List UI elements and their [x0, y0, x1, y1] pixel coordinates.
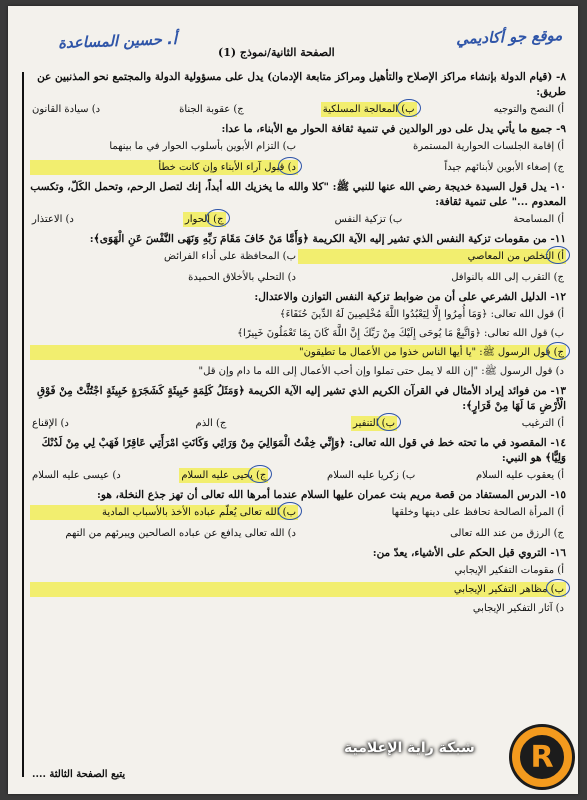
continue-note: يتبع الصفحة الثالثة .... — [32, 769, 126, 780]
answer-options — [30, 139, 566, 175]
brand-logo-icon — [505, 720, 579, 794]
question-text: ١٥- الدرس المستفاد من قصة مريم بنت عمران عليها السلام عندما أمرها الله تعالى أن تهز جذع النخلة، هو: — [97, 489, 566, 501]
margin-rule — [22, 72, 24, 777]
page-title: الصفحة الثانية/نموذج (1) — [218, 46, 335, 59]
page-header — [18, 20, 568, 64]
answer-option: ج) الحوار — [184, 214, 224, 225]
answer-option: ب) تزكية النفس — [334, 214, 403, 225]
answer-option: د) الإقناع — [32, 418, 69, 429]
answer-option: ب) زكريا عليه السلام — [327, 470, 416, 481]
answer-option: ب) المعالجة المسلكية — [322, 104, 415, 115]
answer-option: أ) النصح والتوجيه — [493, 104, 564, 115]
answer-option: د) الاعتذار — [32, 214, 74, 225]
answer-options — [30, 102, 566, 117]
questions-list — [30, 70, 566, 621]
handwritten-site-name: موقع جو أكاديمي — [455, 26, 563, 48]
answer-option: ج) الذم — [195, 418, 227, 429]
answer-option: د) سيادة القانون — [32, 104, 101, 115]
answer-option: أ) المسامحة — [513, 214, 564, 225]
exam-page — [8, 6, 578, 794]
question-text: ١٢- الدليل الشرعي على أن من ضوابط تزكية النفس التوازن والاعتدال: — [254, 291, 566, 303]
answer-options — [30, 416, 566, 431]
answer-option: ج) قول الرسول ﷺ: "يا أيها الناس خذوا من الأعمال ما تطيقون" — [30, 345, 566, 360]
answer-option: د) الله تعالى يدافع عن عباده الصالحين ويبرئهم من التهم — [65, 528, 296, 539]
brand-name: شبكة راية الإعلامية — [344, 740, 475, 756]
answer-option: د) قول الرسول ﷺ: "إن الله لا يمل حتى تملوا وإن أحب الأعمال إلى الله ما دام وإن قل" — [198, 366, 564, 377]
answer-options — [30, 505, 566, 541]
answer-option: ب) الله تعالى يُعلّم عباده الأخذ بالأسباب المادية — [30, 505, 298, 520]
answer-options — [30, 563, 566, 616]
answer-option: د) التحلي بالأخلاق الحميدة — [188, 272, 296, 283]
answer-option: ج) الرزق من عند الله تعالى — [450, 528, 564, 539]
answer-option: أ) الترغيب — [521, 418, 564, 429]
answer-option: ج) إصغاء الأبوين لأبنائهم جيداً — [444, 162, 564, 173]
answer-option: ج) التقرب إلى الله بالنوافل — [451, 272, 564, 283]
answer-option: ج) عقوبة الجناة — [179, 104, 244, 115]
answer-options — [30, 249, 566, 285]
answer-option: ب) التنفير — [353, 418, 395, 429]
answer-option: د) عيسى عليه السلام — [32, 470, 121, 481]
question-text: ١١- من مقومات تزكية النفس الذي تشير إليه الآية الكريمة ﴿وَأَمَّا مَنْ خَافَ مَقَامَ رَبِّهِ وَنَهَى النَّفْسَ عَنِ الْهَوَى﴾: — [89, 233, 566, 245]
answer-option: أ) قول الله تعالى: ﴿وَمَا أُمِرُوا إِلَّا لِيَعْبُدُوا اللَّهَ مُخْلِصِينَ لَهُ الدِّينَ حُنَفَاءَ﴾ — [279, 309, 564, 320]
handwritten-teacher-name: أ. حسين المساعدة — [57, 29, 178, 53]
answer-option: ب) مظاهر التفكير الإيجابي — [30, 582, 566, 597]
answer-option: ب) المحافظة على أداء الفرائض — [163, 251, 296, 262]
question-text: ١٤- المقصود في ما تحته خط في قول الله تعالى: ﴿وَإِنِّي خِفْتُ الْمَوَالِيَ مِنْ وَرَائِي وَكَانَتِ امْرَأَتِي عَاقِرًا فَهَبْ لِي مِنْ لَدُنْكَ وَلِيًّا﴾ هو النبي: — [41, 437, 566, 464]
answer-options — [30, 307, 566, 379]
question-text: ٨- (قيام الدولة بإنشاء مراكز الإصلاح والتأهيل ومراكز متابعة الإدمان) يدل على مسؤولية الدولة والمجتمع نحو المذنبين عن طريق: — [37, 71, 566, 98]
answer-option: ب) قول الله تعالى: ﴿وَاتَّبِعْ مَا يُوحَى إِلَيْكَ مِنْ رَبِّكَ إِنَّ اللَّهَ كَانَ بِمَا تَعْمَلُونَ خَبِيرًا﴾ — [237, 328, 564, 339]
question-text: ١٠- يدل قول السيدة خديجة رضي الله عنها للنبي ﷺ: "كلا والله ما يخزيك الله أبداً، إنك لتصل الرحم، وتحمل الكَلّ، وتكسب المعدوم ..." على تنمية ثقافة: — [30, 181, 566, 208]
answer-option: د) قبول آراء الأبناء وإن كانت خطأ — [30, 160, 298, 175]
answer-options — [30, 468, 566, 483]
answer-option: ب) التزام الأبوين بأسلوب الحوار في ما بينهما — [109, 141, 296, 152]
answer-option: أ) إقامة الجلسات الحوارية المستمرة — [413, 141, 564, 152]
answer-option: أ) التخلص من المعاصي — [298, 249, 566, 264]
answer-options — [30, 212, 566, 227]
question-text: ١٦- التروي قبل الحكم على الأشياء، يعدّ من: — [372, 547, 566, 559]
question-text: ١٣- من فوائد إيراد الأمثال في القرآن الكريم الذي تشير إليه الآية الكريمة ﴿وَمَثَلُ كَلِمَةٍ خَبِيثَةٍ كَشَجَرَةٍ خَبِيثَةٍ اجْتُثَّتْ مِنْ فَوْقِ الْأَرْضِ مَا لَهَا مِنْ قَرَارٍ﴾: — [36, 385, 566, 412]
answer-option: ج) يحيى عليه السلام — [181, 470, 267, 481]
answer-option: أ) مقومات التفكير الإيجابي — [454, 565, 564, 576]
brand-logo-letter: R — [530, 740, 554, 775]
answer-option: أ) يعقوب عليه السلام — [475, 470, 564, 481]
answer-option: أ) المرأة الصالحة تحافظ على دينها وخلقها — [391, 507, 564, 518]
answer-option: د) آثار التفكير الإيجابي — [472, 603, 564, 614]
question-text: ٩- جميع ما يأتي يدل على دور الوالدين في تنمية ثقافة الحوار مع الأبناء، ما عدا: — [221, 123, 566, 135]
